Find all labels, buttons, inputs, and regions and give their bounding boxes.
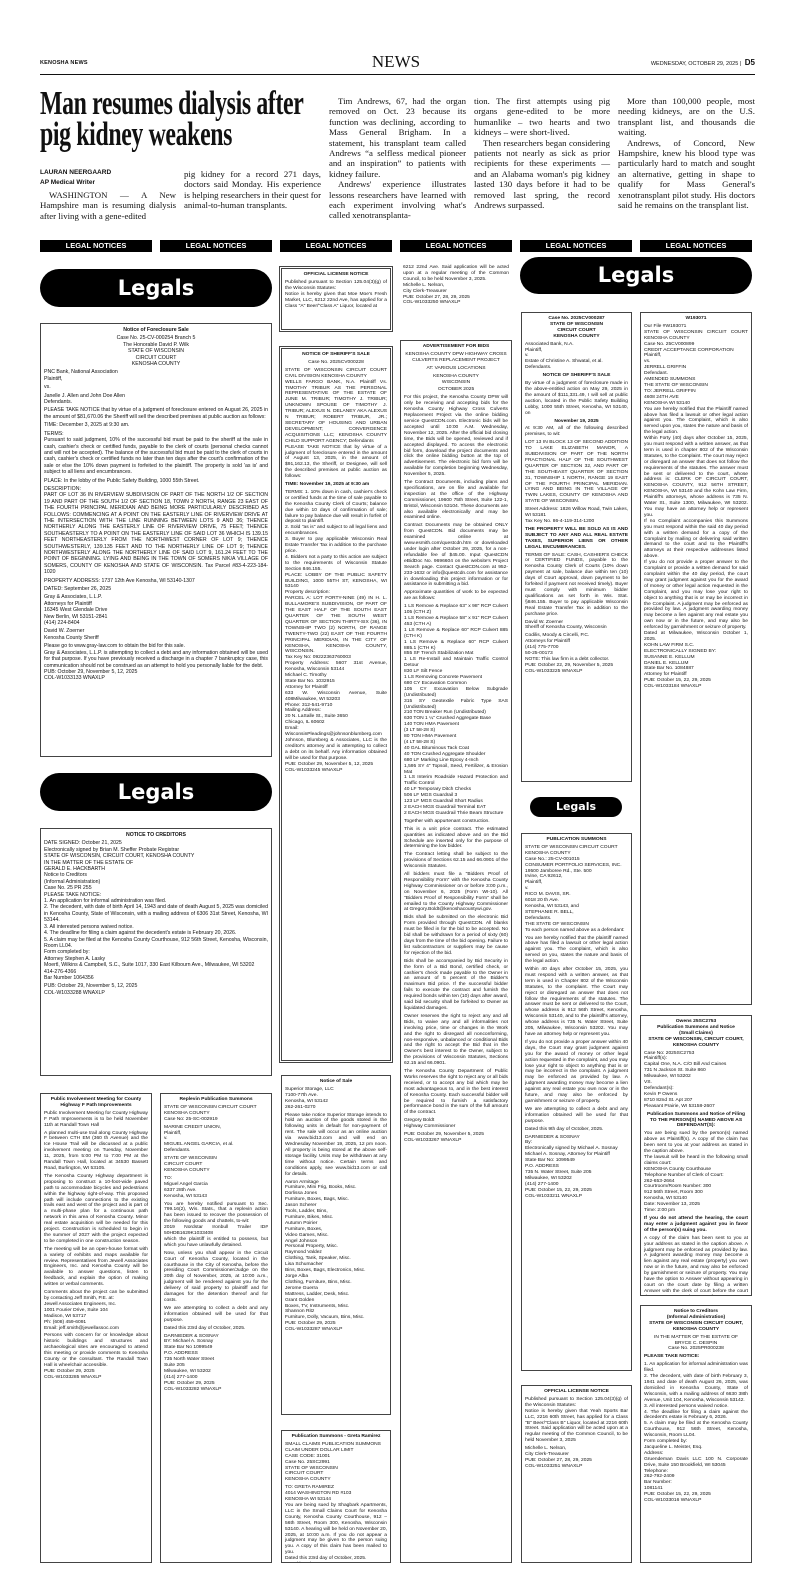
notice-paragraph: Gregory Boldt Highway Commissioner bbox=[404, 1118, 456, 1130]
notice-official-license-moe-continued bbox=[400, 262, 512, 328]
notice-paragraph: Published pursuant to Section 125.04(3)(g) of the Wisconsin Statutes: Notice is hereby given that Yeah Sports Bar LLC, 2216 60th Street, has applied for a Class "B" Beer/"Class B" Liquor, located at 2216 60th Street. Said application will be acted upon at a regular meeting of the Common Council, to be held November 3, 2025 bbox=[525, 1396, 628, 1444]
notice-paragraph: Aaron Armitage Furniture, Mini Frig, Books, Misc. Dorlissa Jones Furniture, Boxes, Bags, Misc. Jason Scherer Tools, Ladder, Bins, Furniture, Bikes, Misc. Autumn Poirier Furniture, Boxes, Video Games, Misc. Angel Johnson Personal Property, Misc. Raymond Valdez Clothing, Tank, Speaker, Misc. Lisa Schumacher Bins, Boxes, Bags, Electronics, Misc. Jorge Alba Clothing, Furniture, Bins, Misc. Jerome Guerra Mattress, Ladder, Desk, Misc. Grant Golden Boxes, TV, Instruments, Misc. Shannon Ritz Furniture, Dolly, Vacuum, Bins, Misc. PUB: October 29, 2025 COL-W1033287 WNAXLP bbox=[285, 1179, 366, 1333]
notice-paragraph: Bids shall be accompanied by Bid Security in the form of a Bid Bond, certified check, or cashier's check made payable to the Owner in an amount of 5 percent of the Bidder's maximum Bid price. If the successful bidder fails to execute the contract and furnish the required bonds within ten (10) days after award, said bid security shall be forfeited to Owner as liquidated damages. bbox=[404, 958, 508, 1011]
notice-paragraph: PLEASE TAKE NOTICE: bbox=[644, 1354, 700, 1360]
notice-paragraph: Our File #W193071 STATE OF WISCONSIN CIRCUIT COURT KENOSHA COUNTY Case No. 25CV000899 CREDIT ACCEPTANCE CORPORATION Plaintiff, vs. JERRELL GRIFFIN Defendant. AMENDED SUMMONS THE STATE OF WISCONSIN TO: JERRELL GRIFFIN 4608 24TH AVE KENOSHA WI 53140 You are hereby notified that the Plaintiff named above has filed a lawsuit or other legal action against you. The Complaint, which is also served upon you, states the nature and basis of the legal action. Within Forty (40) days after October 15, 2025, you must respond with a written answer, as that term is used in chapter 802 of the Wisconsin Statutes, to the Complaint. The court may reject or disregard an answer that does not follow the requirements of the statutes. The answer must be sent or delivered to the court, whose address is: CLERK OF CIRCUIT COURT, KENOSHA COUNTY, 912 56TH STREET, KENOSHA, WI 53140 and the Kohn Law Firm, Plaintiff's attorneys, whose address is 735 N. Water St., Suite 1300, Milwaukee, WI 53202. You may have an attorney help or represent you. If no Complaint accompanies this Summons you must respond within the said 40 day period with a written demand for a copy of the Complaint by mailing or delivering said written demand to the court and to the Plaintiff's attorneys at their respective addresses listed above. If you do not provide a proper answer to the Complaint or provide a written demand for said complaint within the 40 day period, the court may grant judgment against you for the award of money or other legal action requested in the Complaint, and you may lose your right to object to anything that is or may be incorrect in the Complaint. A judgment may be enforced as provided by law. A judgment awarding money may become a lien against any real estate you own now or in the future, and may also be enforced by garnishment or seizure of property. Dated at Milwaukee, Wisconsin October 1, 2025. KOHN LAW FIRM S.C. ELECTRONICALLY SIGNED BY: SUSANNE E. KELLUM DANIEL E. KELLUM State Bar No. 1084887 Attorney for Plaintiff PUB: October 15, 22, 29, 2025 COL-W1033184 WNAXLP bbox=[644, 323, 748, 690]
notice-paragraph: Associated Bank, N.A. Plaintiff, v. Estate of Christine A. Shwatal, et al. Defendants. bbox=[525, 341, 603, 371]
notice-paragraph: TIME: December 3, 2025 at 9:30 am. bbox=[44, 422, 130, 429]
notice-advertisement-for-bids bbox=[400, 340, 512, 1563]
notice-paragraph: NOTICE OF SHERIFF'S SALE bbox=[542, 373, 611, 379]
notice-paragraph: ADVERTISEMENT FOR BIDS bbox=[422, 344, 490, 349]
notice-paragraph: Superior Storage, LLC 7100-77th Ave. Kenosha, WI 53142 262-261-0270 bbox=[285, 1086, 334, 1110]
notice-paragraph: W193071 bbox=[685, 316, 707, 321]
notice-paragraph: AT: VARIOUS LOCATIONS bbox=[426, 365, 486, 371]
notice-paragraph: Owens 25SC2753 Publication Summons and Notice (Small Claims) STATE OF WISCONSIN, CIRCUIT COURT, KENOSHA COUNTY bbox=[648, 1019, 744, 1048]
notice-paragraph: Owner reserves the right to reject any and all Bids, to waive any and all informalities not involving price, time or changes in the Work and the right to disregard all nonconforming, non-responsive, unbalanced or conditional Bids and the right to accept the Bid that in the Owner's best interest to the Owner, subject to the provisions of Wisconsin Statutes, Sections 62.15 and 66.0901. bbox=[404, 1013, 508, 1067]
notice-paragraph: LOT 13 IN BLOCK 13 OF SECOND ADDITION TO LAKE ELIZABETH MANOR, A SUBDIVISION OF PART OF THE NORTH FRACTIONAL HALF OF THE SOUTHWEST QUARTER OF SECTION 32, AND PART OF THE SOUTHEAST QUARTER OF SECTION 31, TOWNSHIP 1 NORTH, RANGE 19 EAST OF THE FOURTH PRINCIPAL MERIDIAN. LYING AND BEING IN THE VILLAGE OF TWIN LAKES, COUNTY OF KENOSHA AND STATE OF WISCONSIN. bbox=[525, 440, 628, 505]
notice-paragraph: Contract Documents may be obtained ONLY from QuestCDN. Bid documents may be examined online at www.esmith.com/questcdn.htm or downloaded under login after October 29, 2025, for a non-refundable fee of $45.00. Input QuestCDN eBidDoc No. 9696604 on the website's Project Search page. Contact QuestCDN.com at 952-233-1632 or info@questcdn.com for assistance in downloading this project information or for assistance in submitting a bid. bbox=[404, 523, 508, 588]
notice-paragraph: IN THE MATTER OF THE ESTATE OF BRYCE C. DESPIN Case No. 2025PR000238 bbox=[653, 1334, 739, 1352]
notice-paragraph: The Contract letting shall be subject to the provisions of Sections 62.15 and 66.0901 of the Wisconsin Statutes. bbox=[404, 852, 508, 870]
date-page: WEDNESDAY, OCTOBER 29, 2025 | D5 bbox=[650, 58, 755, 67]
notice-paragraph: Together with appurtenant construction. bbox=[404, 818, 490, 824]
notice-paragraph: Please go to www.gray-law.com to obtain the bid for this sale. Gray & Associates, L.L.P. is attempting to collect a debt and any information obtained will be used for that purpose. If you have previously received a discharge in a chapter 7 bankruptcy case, this communication should not be construed as an attempt to hold you personally liable for the debt. PUB: October 29, November 5, 12, 2025 COL-W1033133 WNAXLP bbox=[44, 643, 268, 682]
notice-paragraph: Notice to Creditors (Informal Administration) STATE OF WISCONSIN CIRCUIT COURT, KENOSHA COUNTY bbox=[649, 1309, 743, 1332]
notice-paragraph: DESCRIPTION: PART OF LOT 36 IN RIVERVIEW SUBDIVISION OF PART OF THE NORTH 1/2 OF SECTION 19 AND PART OF THE SOUTH 1/2 OF SECTION 18, TOWN 2 NORTH, RANGE 23 EAST OF THE FOURTH PRINCIPAL MERIDIAN AND BEING MORE PARTICULARLY DESCRIBED AS FOLLOWS: COMMENCING AT A POINT ON THE EASTERLY LINE OF RIVERVIEW DRIVE AT THE INTERSECTION WITH THE LINE RUNNING BETWEEN LOTS 9 AND 36; THENCE NORTHERLY ALONG THE EASTERLY LINE OF RIVERVIEW DRIVE, 75 FEET; THENCE SOUTHEASTERLY TO A POINT ON THE EASTERLY LINE OF SAID LOT 36 WHICH IS 139.15 FEET NORTHEASTERLY FROM THE NORTHWEST CORNER OF LOT 9; THENCE SOUTHWESTERLY, 139.135 FEET AND TO THE NORTHERLY LINE OF LOT 9; THENCE NORTHWESTERLY ALONG THE NORTHERLY LINE OF SAID LOT 9, 161.24 FEET TO THE POINT OF BEGINNING. LYING AND BEING IN THE TOWN OF SOMERS N/K/A VILLAGE OF SOMERS, COUNTY OF KENOSHA AND STATE OF WISCONSIN. Tax Parcel #83-4-223-184-1020 bbox=[44, 485, 268, 576]
notice-paragraph: Replevin Publication Summons bbox=[179, 1097, 253, 1102]
notice-paragraph: Street Address: 1826 Willow Road, Twin Lakes, WI 53181 Tax Key No. 86-4-119-314-1200 bbox=[525, 507, 628, 524]
notice-paragraph: You are hereby notified that the plaintiff named above has filed a lawsuit or other legal action against you. The complaint, which is also served on you, states the nature and basis of the legal action. bbox=[525, 935, 628, 965]
article-column-5 bbox=[618, 96, 755, 210]
legals-banner: Legals bbox=[40, 773, 272, 811]
notice-paragraph: TIME: November 19, 2025 at 9:30 am bbox=[285, 482, 370, 488]
notice-paragraph: Please take notice Superior Storage intends to hold an auction of the goods stored in the following units in default for non-payment of rent. The sale will occur as an online auction via www.bid13.com and will end on Wednesday November 19, 2025, 12 pm noon. All property is being stored at the above self-storage facility. Units may be withdrawn at any time without notice. Certain terms and conditions apply, see www.bid13.com or call for details. bbox=[285, 1112, 387, 1177]
article-paragraph: Andrews' experience illustrates lessons researchers have learned with each experiment involving what's called xenotransplanta- bbox=[329, 179, 466, 221]
page-number: D5 bbox=[744, 58, 755, 67]
notice-to-creditors-despin bbox=[640, 1305, 752, 1563]
notice-paragraph: OCTOBER 2025 bbox=[437, 387, 475, 393]
notice-paragraph: November 19, 2025 bbox=[554, 418, 599, 424]
notice-paragraph: PUB: October 29, November 5, 2025 COL-W1033267 WNAXLP bbox=[404, 1132, 484, 1143]
notice-paragraph: STATE OF WISCONSIN CIRCUIT COURT KENOSHA COUNTY bbox=[164, 1156, 217, 1173]
notice-publication-summons-ramirez bbox=[281, 1430, 391, 1563]
notice-paragraph: Persons with concern for or knowledge about historic buildings and structures and archaeological sites are encouraged to attend this meeting or provide comments to Kenosha County or the consultant. The Randall Town Hall is wheelchair accessible. PUB: October 29, 2025 COL-W1033285 WNAXLP bbox=[44, 1333, 148, 1380]
notice-paragraph: Codilis, Moody & Circelli, P.C. Attorneys for Plaintiff (414) 775-7700 50-25-00173 NOTE: This law firm is a debt collector. PUB: October 22, 29, November 5, 2025 COL-W1033225 WNAXLP bbox=[525, 633, 614, 674]
notice-paragraph: The Kenosha County Highway department is proposing to construct a 10-foot-wide paved path to accommodate bicycles and pedestrians within the highway right-of-way. This proposed path will include connections to the existing trails east and west of the project and is part of a multi-phase plan for a continuous path network in this area of Kenosha County. Minor real estate acquisition will be needed for this project. Construction is scheduled to begin in the summer of 2027 with the project expected to be completed in one construction season. bbox=[44, 1173, 148, 1244]
notice-paragraph: By virtue of a judgment of foreclosure made in the above-entitled action on May 29, 2025 in the amount of $111,331.49, I will sell at public auction, located in the Public Safety Building Lobby, 1000 55th Street, Kenosha, WI 53140, on bbox=[525, 381, 628, 416]
notice-paragraph: DARNIEDER & SOSNAY BY: Michael A. Sosnay State Bar No 1099549 P.O. ADDRESS 735 North Water Street Suite 205 Milwaukee, WI 53202 (414) 277-1400 PUB: October 29, 2025 COL-W1033282 WNAXLP bbox=[164, 1333, 222, 1392]
article-column-4 bbox=[474, 96, 610, 210]
article-column-1 bbox=[40, 190, 176, 221]
notice-foreclosure-sale bbox=[40, 323, 272, 757]
notice-paragraph: Bids shall be submitted on the electronic Bid Form provided through QuestCDN. All blanks must be filled in for the bid to be accepted. No bid shall be withdrawn for a period of sixty (60) days from the time of the bid opening. Failure to list subcontractors or suppliers may be cause for rejection of the bid. bbox=[404, 915, 508, 956]
notice-paragraph: All bidders must file a "Bidders Proof of Responsibility Form" with the Kenosha County Highway Commissioner on or before 3:00 p.m., on November 6, 2025 (Form WI-10). All "Bidders Proof of Responsibility Form" shall be emailed to the County Highway Commissioner at Gregory.Boldt@kenoshacountywi.gov. bbox=[404, 872, 508, 913]
notice-paragraph: PUBLICATION SUMMONS bbox=[546, 837, 607, 842]
notice-paragraph: Case No: 2025SC2753 Plaintiff(s): Capital One, N.A. C/O Bill And Caines 731 N Jackson St. Suite 860 Milwaukee, WI 53202 VS. Defendant(s): Kevin P Owens 8710 82nd St. Apt 207 Pleasant Prairie, WI 53158-2607 bbox=[644, 1050, 727, 1109]
notice-paragraph: 6212 22nd Ave. Said application will be acted upon at a regular meeting of the Common Council, to be held November 3, 2025. Michelle L. Nelson, City Clerk-Treasurer PUB: October 27, 28, 29, 2025 COL-W1033250 WNAXLP bbox=[403, 265, 509, 306]
notice-paragraph: Gray & Associates, L.L.P. Attorneys for Plaintiff 16345 West Glendale Drive New Berlin, WI 53151-2841 (414) 224-8404 bbox=[44, 594, 108, 627]
notice-public-involvement-meeting bbox=[40, 1093, 152, 1563]
notice-paragraph: TERMS: Pursuant to said judgment, 10% of the successful bid must be paid to the sheriff at the sale in cash, cashier's check or certified funds, payable to the clerk of courts (personal checks cannot and will not be accepted). The balance of the successful bid must be paid to the clerk of courts in cash, cashier's check or certified funds no later than ten days after the court's confirmation of the sale or else the 10% down payment is forfeited to the plaintiff. The property is sold 'as is' and subject to all liens and encumbrances. bbox=[44, 430, 268, 476]
legals-banner: Legals bbox=[40, 269, 272, 307]
notice-publication-summons-davis bbox=[521, 833, 632, 1371]
notice-paragraph: You are being sued by the person(s) named above as Plaintiff(s). A copy of the claim has been sent to you at your address as stated in the caption above. The lawsuit will be heard in the following small claims court: KENOSHA County Courthouse Telephone Number of Clerk of Court: 262-653-2664 Courtroom/Room Number: 300 912 56th Street, Room 300 Kenosha, WI 53140 Date: November 13, 2025 Time: 2:00 pm bbox=[644, 1131, 748, 1214]
notice-paragraph: PNC Bank, National Association Plaintiff, bbox=[44, 369, 118, 382]
notice-paragraph: David W. Zoerner Sheriff of Kenosha County, Wisconsin bbox=[525, 619, 607, 631]
notice-paragraph: NOTICE TO CREDITORS bbox=[125, 832, 187, 838]
notice-paragraph: A planned multi-use trail along County Highway F between CTH EM (360 th Avenue) and the Ice House Trail will be discussed at a public involvement meeting on Tuesday, November 11, 2025, from 5:00 PM to 7:00 PM at the Randall Town Hall, located at 34530 Bassett Road, Burlington, WI 53105. bbox=[44, 1130, 148, 1171]
notice-paragraph: SMALL CLAIMS PUBLICATION SUMMONS CLAIM UNDER DOLLAR LIMIT CASE CODE: 31001 Case No. 25SC2991 STATE OF WISCONSIN CIRCUIT COURT KENOSHA COUNTY bbox=[285, 1441, 381, 1483]
notice-paragraph: Within 40 days after October 15, 2025, you must respond with a written answer, as that term is used in Chapter 802 of the Wisconsin Statutes, to the complaint. The Court may reject or disregard an answer that does not follow the requirements of the statutes. The answer must be sent or delivered to the Court, whose address is 912 56th Street, Kenosha, Wisconsin 53140, and to the plaintiff's attorney, whose address is 735 N. Water Street, Suite 205, Milwaukee, Wisconsin 53202. You may have an attorney help or represent you. bbox=[525, 967, 628, 1037]
notice-paragraph: Notice of Foreclosure Sale bbox=[123, 327, 189, 333]
legal-notices-bar: LEGAL NOTICES bbox=[640, 240, 752, 252]
notice-paragraph: DARNIEDER & SOSNAY By: Electronically signed by Michael A. Sosnay Michael A. Sosnay, Attorney for Plaintiff State Bar No: 1099549 P.O. ADDRESS 735 N. Water Street, Suite 205 Milwaukee, WI 53202 (414) 277-1400 PUB: October 15, 22, 29, 2025 COL-W1033211 WNAXLP bbox=[525, 1134, 618, 1199]
notice-paragraph: MARINE CREDIT UNION, Plaintiff, v. MIGUEL ANGEL GARCIA, et al. Defendants. bbox=[164, 1124, 234, 1154]
notice-paragraph: Michelle L. Nelson, City Clerk-Treasurer PUB: October 27, 28, 29, 2025 COL-W1033251 WNAXLP bbox=[525, 1446, 592, 1469]
notice-paragraph: OFFICIAL LICENSE NOTICE bbox=[544, 1389, 609, 1394]
notice-paragraph: TERMS: 1. 10% down in cash, cashier's check or certified funds at the time of sale payable to the Kenosha County Clerk of Courts; balance due within 10 days of confirmation of sale; failure to pay balance due will result in forfeit of deposit to plaintiff. 2. Sold "as is" and subject to all legal liens and encumbrances. 3. Buyer to pay applicable Wisconsin Real Estate Transfer Tax in addition to the purchase price. 4. Bidders not a party to this action are subject to the requirements of Wisconsin Statute Section 846.155. PLACE: LOBBY OF THE PUBLIC SAFETY BUILDING, 1000 55TH ST, KENOSHA, WI 53140 Property description: PARCEL A: LOT FORTY-NINE (49) IN H. L. BULLAMORE'S SUBDIVISION, OF PART OF THE EAST HALF OF THE SOUTH EAST QUARTER OF THE SOUTH WEST QUARTER OF SECTION THIRTY-SIX (36), IN TOWNSHIP TWO (2) NORTH, OF RANGE TWENTY-TWO (22) EAST OF THE FOURTH PRINCIPAL MERIDIAN, IN THE CITY OF KENOSHA, KENOSHA COUNTY, WISCONSIN. Tax Key No: 09222363760003 Property Address: 5607 31st Avenue, Kenosha, Wisconsin 53144 Michael C. Timothy State Bar No. 1032915 Attorney for Plaintiff 633 W. Wisconsin Avenue, Suite 408Milwaukee, WI 53203 Phone: 312-541-9710 Mailing Address: 20 N. LaSalle St., Suite 3650 Chicago, IL 60602 Email: WisconsinPleadings@johnsonblumberg.com Johnson, Blumberg & Associates, LLC is the creditor's attorney and is attempting to collect a debt on its behalf. Any information obtained will be used for that purpose. PUB: October 29, November 5, 12, 2025 COL-W1033245 WNAXLP bbox=[285, 489, 387, 773]
notice-paragraph: PLEASE TAKE NOTICE that by virtue of a judgment of foreclosure entered on August 26, 2025 in the amount of $81,670.06 the Sheriff will sell the described premises at public auction as follows: bbox=[44, 407, 268, 420]
notice-paragraph: Dated this 23rd day of October, 2025. bbox=[164, 1325, 246, 1331]
article-paragraph: More than 100,000 people, most needing kidneys, are on the U.S. transplant list, and thousands die waiting. bbox=[618, 96, 755, 138]
notice-sheriffs-sale-shwatal bbox=[521, 312, 632, 782]
legals-banner: Legals bbox=[530, 797, 622, 817]
legal-notices-bar: LEGAL NOTICES bbox=[160, 240, 272, 252]
notice-paragraph: DATED: September 26, 2025 bbox=[44, 586, 112, 593]
notice-to-creditors-hackbarth bbox=[40, 828, 272, 1076]
notice-paragraph: Janelle J. Allen and John Doe Allen Defendants. bbox=[44, 392, 126, 406]
notice-paragraph: Case No. 25-CV-000254 Branch 5 The Honorable David P. Wilk STATE OF WISCONSIN CIRCUIT COURT KENOSHA COUNTY bbox=[116, 335, 196, 368]
notice-paragraph: PROPERTY ADDRESS: 1737 12th Ave Kenosha, WI 53140-1307 bbox=[44, 577, 195, 584]
notice-paragraph: PLACE: In the lobby of the Public Safety Building, 1000 55th Street. bbox=[44, 477, 200, 484]
headline: Man resumes dialysis after pig kidney weakens bbox=[40, 85, 304, 153]
legal-notices-bar: LEGAL NOTICES bbox=[280, 240, 392, 252]
notice-paragraph: Comments about the project can be submitted by contacting Jeff Smith, P.E. at: Jewell Associates Engineers, Inc. 1001 Fourier Drive, Suite 104 Madison, WI 53717 Ph: (608) 459-6091 Email: jeff.smith@jewellassoc.com bbox=[44, 1290, 148, 1331]
notice-sheriffs-sale-tribur bbox=[281, 348, 391, 1061]
notice-paragraph: THE PROPERTY WILL BE SOLD AS IS AND SUBJECT TO ANY AND ALL REAL ESTATE TAXES, SUPERIOR LIENS OR OTHER LEGAL ENCUMBRANCES. bbox=[525, 526, 628, 550]
author: LAURAN NEERGAARD bbox=[40, 169, 112, 176]
notice-paragraph: If you do not provide a proper answer within 40 days, the Court may grant judgment against you for the award of money or other legal action requested in the complaint, and you may lose your right to object to anything that is or may be incorrect in the complaint. A judgment may be enforced as provided by law. A judgment awarding money may become a lien against any real estate you own now or in the future, and may also be enforced by garnishment or seizure of property. bbox=[525, 1039, 628, 1104]
notice-paragraph: TO: Miguel Angel Garcia 6337 28th Ave. Kenosha, WI 53143 bbox=[164, 1175, 208, 1199]
notice-amended-summons-griffin bbox=[640, 312, 752, 1005]
notice-paragraph: Published pursuant to Section 125.04(3)(g) of the Wisconsin Statutes: Notice is hereby given that Moe Moe's Fresh Market, LLC, 6212 22nd Ave, has applied for a Class "A" Beer/"Class A" Liquor, located at bbox=[285, 279, 387, 309]
notice-paragraph: STATE OF WISCONSIN CIRCUIT COURT CIVIL DIVISION KENOSHA COUNTY WELLS FARGO BANK, N.A. Plaintiff Vs. TIMOTHY TRIBUR AS THE PERSONAL REPRESENTATIVE OF THE ESTATE OF JUNE M. TRIBUR; TIMOTHY J. TRIBUR; UNKNOWN SPOUSE OF TIMOTHY J. TRIBUR; ALEXUS N. DELANEY AKA ALEXUS N TRIBUR; ROBERT TRIBUR, JR.; SECRETARY OF HOUSING AND URBAN DEVELOPMENT; CONVERGENCE ACQUISITIONS LLC; KENOSHA COUNTY CHILD SUPPORT AGENCY; Defendants PLEASE TAKE NOTICE that by virtue of a judgment of foreclosure entered in the amount of August 13, 2025, in the amount of $91,162.13, the Sheriff, or Designee, will sell the described premises at public auction as follows: bbox=[285, 367, 387, 480]
notice-paragraph: Public Involvement Meeting for County Highway F Path Improvements bbox=[50, 1097, 142, 1108]
article-paragraph: pig kidney for a record 271 days, doctors said Monday. His experience is helping researchers in their quest for animal-to-human transplants. bbox=[184, 169, 321, 211]
notice-paragraph: KENOSHA COUNTY WISCONSIN bbox=[433, 373, 479, 385]
legal-notices-bar: LEGAL NOTICES bbox=[520, 240, 632, 252]
legal-notices-bar: LEGAL NOTICES bbox=[400, 240, 512, 252]
notice-paragraph: David W. Zoerner Kenosha County Sheriff bbox=[44, 628, 99, 641]
notice-of-sale-superior-storage bbox=[281, 1075, 391, 1415]
notice-paragraph: Dated this 9th day of October, 2025. bbox=[525, 1126, 604, 1132]
byline bbox=[40, 168, 176, 188]
notice-paragraph: This is a unit price contract. The estimated quantities as indicated above and on the Bid Schedule are inserted only for the purpose of determining the low bidder. bbox=[404, 826, 508, 850]
notice-paragraph: If you do not attend the hearing, the court may enter a judgment against you in favor of the person(s) suing you. bbox=[644, 1216, 748, 1233]
article-paragraph: tion. The first attempts using pig organs gene-edited to be more humanlike – two hearts and two kidneys – were short-lived. bbox=[474, 96, 610, 138]
notice-paragraph: TERMS OF SALE: CASH, CASHIER'S CHECK or CERTIFIED FUNDS, payable to the Kenosha County Clerk of Courts (10% down payment at sale, balance due within ten (10) days of Court approval, down payment to be forfeited if payment not received timely). Buyer must comply with minimum bidder qualifications as set forth in Wis. Stat. §846.155. Buyer to pay applicable Wisconsin Real Estate Transfer Tax in addition to the purchase price. bbox=[525, 552, 628, 617]
notice-paragraph: STATE OF WISCONSIN CIRCUIT COURT KENOSHA COUNTY Case No: 25-SC-002919 bbox=[164, 1104, 257, 1122]
notice-paragraph: OFFICIAL LICENSE NOTICE bbox=[303, 272, 369, 277]
date: WEDNESDAY, OCTOBER 29, 2025 bbox=[650, 61, 739, 67]
header-rule bbox=[40, 74, 755, 75]
notice-paragraph: Case No. 2025CV000287 STATE OF WISCONSIN CIRCUIT COURT KENOSHA COUNTY bbox=[548, 316, 605, 339]
section-name: NEWS bbox=[371, 52, 421, 71]
legals-banner: Legals bbox=[520, 257, 752, 294]
article-column-2 bbox=[184, 169, 321, 211]
author-title: AP Medical Writer bbox=[40, 179, 96, 186]
notice-paragraph: For this project, the Kenosha County DPW will only be receiving and accepting bids for the Kenosha County Highway Cross Culverts Replacement Project via the online bidding service QuestCDN.com. Electronic bids will be accepted until 10:00 A.M. Wednesday, November 12, 2025. After the official bid closing time, the Bids will be opened, reviewed and if accepted displayed. To access the electronic bid form, download the project documents and click the online bidding button at the top of advertisement. The electronic bid form will be available for completion beginning Wednesday, November 5, 2025. bbox=[404, 395, 508, 478]
notice-paragraph: At 9:30 AM, all of the following described premises, to wit: bbox=[525, 426, 628, 438]
notice-paragraph: We are attempting to collect a debt and any information obtained will be used for that purpose. bbox=[164, 1305, 268, 1323]
notice-paragraph: You are hereby notified pursuant to Sec. 799.16(2), Wis. Stats., that a replevin action has been issued to recover the possession of the following goods and chattels, to-wit: 2019 Nordstar Ironbull Trailer ID# 50HDB1629K1033408 which the plaintiff is entitled to possess, but which you have unlawfully detained. bbox=[164, 1201, 268, 1248]
notice-paragraph: The meeting will be an open-house format with a variety of exhibits and maps available for review. Representatives from Jewell Associates Engineers, Inc. and Kenosha County will be available to answer questions, listen to feedback, and explain the option of making written or verbal comments. bbox=[44, 1246, 148, 1288]
paper-name: KENOSHA NEWS bbox=[40, 60, 88, 66]
notice-paragraph: The Kenosha County Department of Public Works reserves the right to reject any or all bids received, or to accept any bid which may be most advantageous to, and in the best interest of Kenosha County. Each successful bidder will be required to furnish a satisfactory performance bond in the sum of the full amount of the contract. bbox=[404, 1069, 508, 1116]
legal-notices-bar: LEGAL NOTICES bbox=[40, 240, 152, 252]
notice-replevin-summons bbox=[160, 1093, 272, 1563]
notice-paragraph: STATE OF WISCONSIN CIRCUIT COURT KENOSHA COUNTY Case No.: 25-CV-001015 CONSUMER PORTFOLIO SERVICES, INC. 19500 Jamboree Rd., Ste. 500 Irvine, CA 92612, Plaintiff, v. RICO M. DAVIS, SR. 6018 20 th Ave. Kenosha, WI 53143, and STEPHANIE R. BELL, Defendants. THE STATE OF WISCONSIN To each person named above as a defendant: bbox=[525, 844, 625, 933]
notice-paragraph: Publication Summons - Greta Ramirez bbox=[291, 1434, 381, 1439]
notice-paragraph: PUB: October 29, November 5, 12, 2025 COL-W1033288 WNAXLP bbox=[44, 983, 138, 996]
notice-small-claims-owens bbox=[640, 1015, 752, 1296]
notice-paragraph: A copy of the claim has been sent to you at your address as stated in the caption above. A judgment may be enforced as provided by law. A judgment awarding money may become a lien against any real estate (property) you own now or in the future, and may also be enforced by garnishment or seizure of property. You may have the option to Answer without appearing in court on the court date by filing a written Answer with the clerk of court before the court bbox=[644, 1235, 748, 1294]
notice-paragraph: 1. An application for informal administration was filed. 2. The decedent, with date of birth February 3, 1941 and date of death August 26, 2025, was domiciled in Kenosha County, State of Wisconsin, with a mailing address of 6630 38th Avenue, Unit 104, Kenosha, Wisconsin 53142. 3. All interested persons waived notice. 4. The deadline for filing a claim against the decedent's estate is February 6, 2026. 5. A claim may be filed at the Kenosha County Courthouse, 912 56th Street, Kenosha, Wisconsin, Room LL04. Form completed by: Jacqueline L. Meister, Esq. Address: Gruendeman Davis LLC 100 N. Corporate Drive, Suite 150 Brookfield, WI 53045 Telephone: 262-792-2409 Bar Number: 1081141 PUB: October 15, 22, 29, 2025 COL-W1033016 WNAXLP bbox=[644, 1362, 748, 1504]
notice-paragraph: Case No. 2025CV000228 bbox=[308, 359, 364, 365]
notice-paragraph: DATE SIGNED: October 21, 2025 Electronically signed by Brian M. Sheffer Probate Registrar STATE OF WISCONSIN, CIRCUIT COURT, KENOSHA COUNTY IN THE MATTER OF THE ESTATE OF GERALD E. HACKBARTH Notice to Creditors (Informal Administration) Case No. 25 PR 255 PLEASE TAKE NOTICE: 1. An application for informal administration was filed. 2. The decedent, with date of birth April 14, 1943 and date of death August 5, 2025 was domiciled in Kenosha County, State of Wisconsin, with a mailing address of 6306 31st Street, Kenosha, WI 53144. 3. All interested persons waived notice. 4. The deadline for filing a claim against the decedent's estate is February 20, 2026. 5. A claim may be filed at the Kenosha County Courthouse, 912 56th Street, Kenosha, Wisconsin, Room LL04. Form completed by: Attorney Stephen A. Lasky Moertl, Wilkins & Campbell, S.C., Suite 1017, 330 East Kilbourn Ave., Milwaukee, WI 53202 414-276-4366 Bar Number 1064356 bbox=[44, 840, 268, 981]
notice-paragraph: KENOSHA COUNTY DPW HIGHWAY CROSS CULVERTS REPLACEMENT PROJECT bbox=[405, 351, 507, 363]
notice-paragraph: 1 LS Remove & Replace 63" x 98" RCP Culvert 105 (CTH Z) 1 LS Remove & Replace 58" x 91" RCP Culvert 453 (CTH A) 1 LS Remove & Replace 60" RCP Culvert 885 (CTH K) 1 LS Remove & Replace 60" RCP Culvert 885.1 (CTH K) 855 SF Trench Stabilization Mat 1 LS Re-Install and Maintain Traffic Control Detour 830 LF Silt Fence 1 LS Removing Concrete Pavement 680 CY Excavation Common 105 CY Excavation Below Subgrade (Undistributed) 315 SY Geotextile Fabric Type SAS (Undistributed) 210 TON Breaker Run (Undistributed) 630 TON 1 ¼" Crushed Aggregate Base 140 TON HMA Pavement (3 LT 58-28 S) 80 TON HMA Pavement (4 LT 58-28 S) 40 GAL Bituminous Tack Coat 40 TON Crushed Aggregate Shoulder 680 LF Marking Line Epoxy 4-Inch 1,595 SY 4" Topsoil, Seed, Fertilizer, & Erosion Mat 1 LS Interim Roadside Hazard Protection and Traffic Control 40 LF Temporary Ditch Checks 506 LF MGS Guardrail 3 123 LF MGS Guardrail Short Radius 2 EACH MGS Guardrail Terminal EAT 2 EACH MGS Guardrail Thrie Beam Structure bbox=[404, 604, 508, 816]
notice-paragraph: vs. bbox=[44, 384, 51, 391]
notice-paragraph: The Contract Documents, including plans and specifications, are on file and available for inspection at the office of the Highway Commissioner, 19600 75th Street, Suite 122-1, Bristol, Wisconsin 53104. These documents are also available electronically and may be examined online. bbox=[404, 480, 508, 521]
notice-paragraph: Now, unless you shall appear in the Circuit Court of Kenosha County, located in the courthouse in the City of Kenosha, before the presiding Court Commissioner/Judge on the 20th day of November, 2025, at 10:00 a.m., judgment will be rendered against you for the delivery of said property to plaintiff and for damages for the detention thereof and for costs. bbox=[164, 1250, 268, 1303]
article-paragraph: Tim Andrews, 67, had the organ removed on Oct. 23 because its function was declining, according to Mass General Brigham. In a statement, his transplant team called Andrews “a selfless medical pioneer and an inspiration” to patients with kidney failure. bbox=[329, 96, 466, 179]
notice-paragraph: Notice of Sale bbox=[319, 1079, 353, 1084]
article-paragraph: WASHINGTON — A New Hampshire man is resuming dialysis after living with a gene-edited bbox=[40, 190, 176, 221]
article-column-3 bbox=[329, 96, 466, 221]
article-paragraph: Andrews, of Concord, New Hampshire, knew his blood type was particularly hard to match and sought an alternative, getting in shape to qualify for Mass General's xenotransplant pilot study. His doctors said he remains on the transplant list. bbox=[618, 137, 755, 211]
notice-paragraph: Approximate quantities of work to be expected are as follows: bbox=[404, 590, 508, 602]
notice-paragraph: Publication Summons and Notice of Filing TO THE PERSON(S) NAMED ABOVE AS DEFENDANT(S): bbox=[646, 1111, 746, 1129]
notice-paragraph: We are attempting to collect a debt and any information obtained will be used for that purpose. bbox=[525, 1106, 628, 1124]
notice-paragraph: Public Involvement Meeting for County Highway F Path Improvements is to be held November 11th at Randall Town Hall bbox=[44, 1110, 148, 1128]
article-paragraph: Then researchers began considering patients not nearly as sick as prior recipients for these experiments — and an Alabama woman's pig kidney lasted 130 days before it had to be removed last spring, the record Andrews surpassed. bbox=[474, 137, 610, 211]
notice-paragraph: TO: GRETA RAMIREZ 4014 WASHINGTON RD #103 KENOSHA WI 53144 You are being sued by Shagbark Apartments, LLC in the Small Claims Court for Kenosha County, Kenosha County Courthouse, 912 – 56th Street, Room 300, Kenosha, Wisconsin 53140. A hearing will be held on November 20, 2025, at 10:00 a.m. If you do not appear a judgment may be given to the person suing you. A copy of this claim has been mailed to you. Dated this 23rd day of October, 2025. bbox=[285, 1485, 387, 1562]
notice-official-license-yeah-sports-bar bbox=[521, 1385, 632, 1563]
notice-official-license-moe bbox=[281, 268, 391, 330]
notice-paragraph: NOTICE OF SHERIFF'S SALE bbox=[302, 352, 370, 357]
